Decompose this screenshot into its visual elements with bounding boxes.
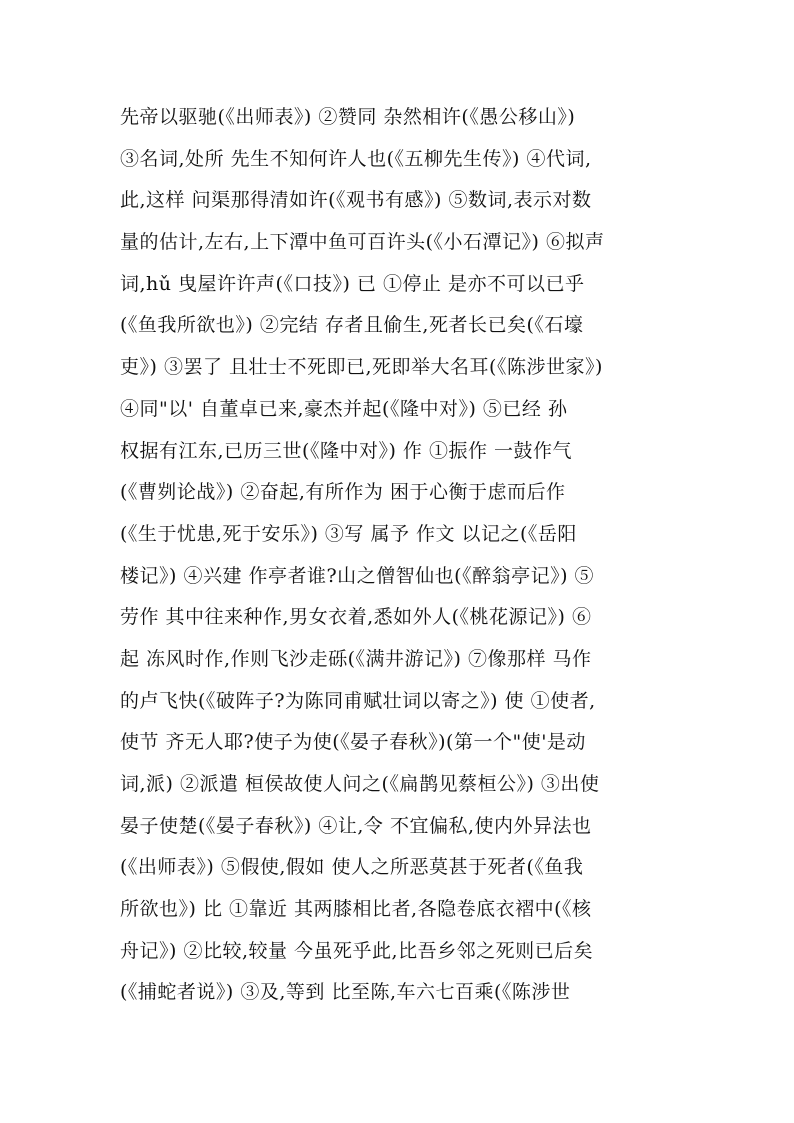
text-line: ④同"以' 自董卓已来,豪杰并起(《隆中对》) ⑤已经 孙 [120, 397, 568, 420]
text-line: 吏》) ③罢了 且壮士不死即已,死即举大名耳(《陈涉世家》) [120, 356, 603, 379]
text-line: 劳作 其中往来种作,男女衣着,悉如外人(《桃花源记》) ⑥ [120, 606, 592, 629]
text-line: 的卢飞快(《破阵子?为陈同甫赋壮词以寄之》) 使 ①使者, [120, 689, 596, 712]
text-line: 使节 齐无人耶?使子为使(《晏子春秋》)(第一个"使'是动 [120, 731, 586, 754]
text-line: 权据有江东,已历三世(《隆中对》) 作 ①振作 一鼓作气 [120, 439, 572, 462]
text-line: (《出师表》) ⑤假使,假如 使人之所恶莫甚于死者(《鱼我 [120, 856, 584, 879]
text-line: 量的估计,左右,上下潭中鱼可百许头(《小石潭记》) ⑥拟声 [120, 231, 605, 254]
text-line: 词,派) ②派遣 桓侯故使人问之(《扁鹊见蔡桓公》) ③出使 [120, 773, 600, 795]
text-line: (《捕蛇者说》) ③及,等到 比至陈,车六七百乘(《陈涉世 [120, 981, 571, 1004]
text-line: 舟记》) ②比较,较量 今虽死乎此,比吾乡邻之死则已后矣 [120, 939, 594, 962]
text-line: 晏子使楚(《晏子春秋》) ④让,令 不宜偏私,使内外异法也 [120, 814, 592, 837]
text-line: 词,hǔ 曳屋许许声(《口技》) 已 ①停止 是亦不可以已乎 [120, 272, 585, 295]
body-text [120, 97, 700, 1014]
text-line: (《鱼我所欲也》) ②完结 存者且偷生,死者长已矣(《石壕 [120, 314, 584, 337]
text-line: ③名词,处所 先生不知何许人也(《五柳先生传》) ④代词, [120, 147, 592, 170]
text-line: (《曹刿论战》) ②奋起,有所作为 困于心衡于虑而后作 [120, 481, 566, 504]
text-line: 起 冻风时作,作则飞沙走砾(《满井游记》) ⑦像那样 马作 [120, 647, 592, 670]
text-line: (《生于忧患,死于安乐》) ③写 属予 作文 以记之(《岳阳 [120, 522, 577, 545]
text-line: 楼记》) ④兴建 作亭者谁?山之僧智仙也(《醉翁亭记》) ⑤ [120, 564, 595, 587]
text-line: 先帝以驱驰(《出师表》) ②赞同 杂然相许(《愚公移山》) [120, 106, 576, 128]
text-line: 所欲也》) 比 ①靠近 其两膝相比者,各隐卷底衣褶中(《核 [120, 898, 592, 921]
text-line: 此,这样 问渠那得清如许(《观书有感》) ⑤数词,表示对数 [120, 189, 592, 212]
